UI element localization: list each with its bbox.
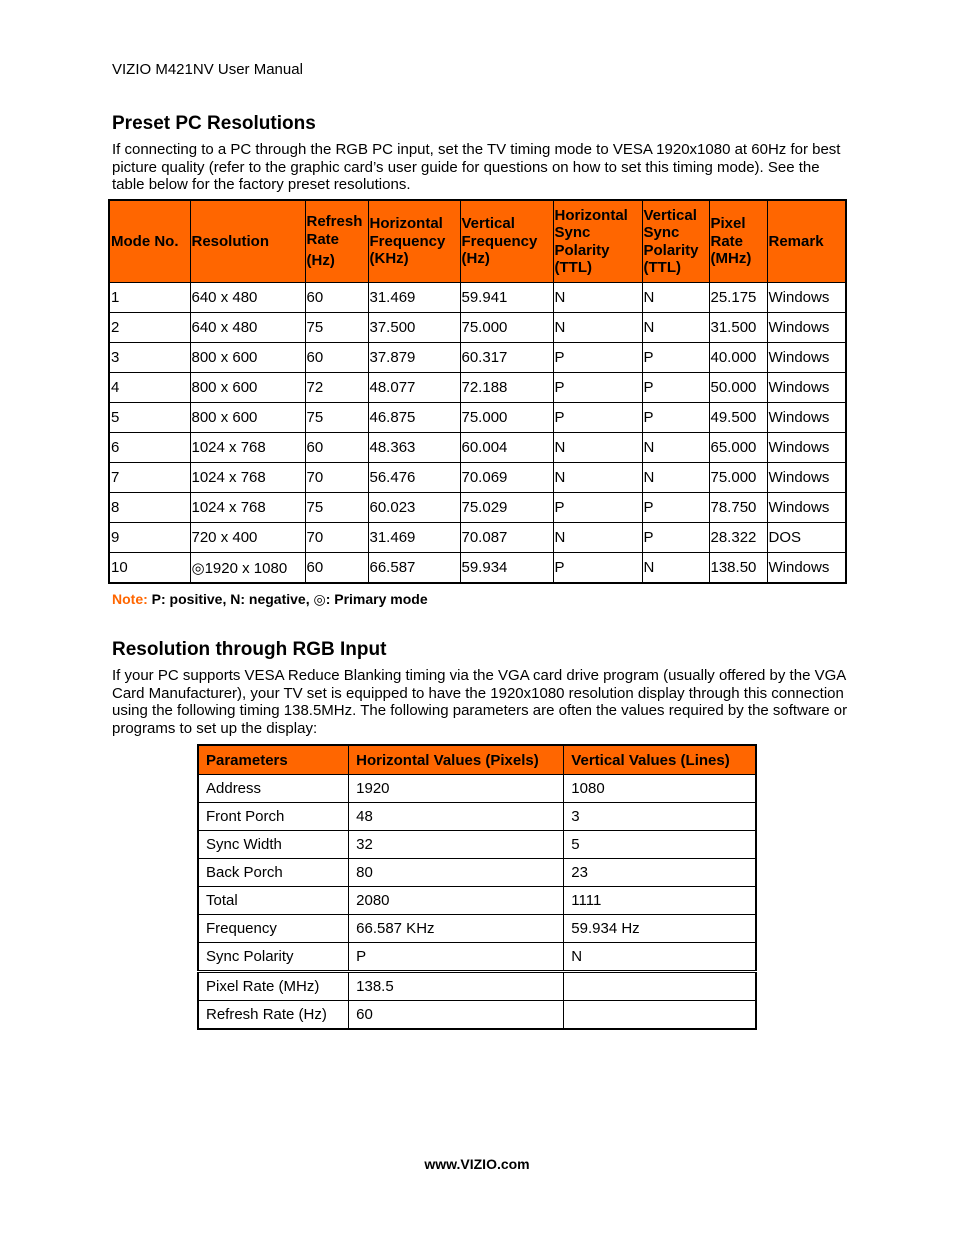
table-cell: P (642, 523, 709, 553)
rgb-table-header-row (198, 745, 756, 775)
rgb-heading: Resolution through RGB Input (112, 639, 387, 660)
document-header: VIZIO M421NV User Manual (112, 61, 303, 78)
table-cell: 1111 (564, 887, 756, 915)
table-cell: 60 (305, 433, 368, 463)
table-cell: 40.000 (709, 343, 767, 373)
table-cell: P (553, 493, 642, 523)
table-cell: 37.500 (368, 313, 460, 343)
table-cell (564, 972, 756, 1001)
table-cell: Total (198, 887, 349, 915)
note-text: P: positive, N: negative, ◎: Primary mode (151, 591, 428, 607)
table-cell: N (553, 283, 642, 313)
table-cell (564, 1001, 756, 1030)
table-cell: 800 x 600 (190, 373, 305, 403)
table-cell: 3 (109, 343, 190, 373)
table-cell: 48.077 (368, 373, 460, 403)
table-cell: 5 (109, 403, 190, 433)
table-cell: 46.875 (368, 403, 460, 433)
header-line: (Hz) (461, 250, 490, 268)
table-row (109, 343, 846, 373)
table-cell: 70 (305, 463, 368, 493)
table-cell: Windows (767, 493, 846, 523)
table-cell: 75 (305, 313, 368, 343)
table-cell: 48 (349, 803, 564, 831)
table-row (198, 1001, 756, 1030)
table-cell: Sync Polarity (198, 943, 349, 972)
table-cell: N (642, 313, 709, 343)
table-cell: P (553, 403, 642, 433)
preset-column-header (460, 200, 553, 283)
table-cell: 66.587 KHz (349, 915, 564, 943)
table-cell: 138.5 (349, 972, 564, 1001)
table-cell: N (642, 283, 709, 313)
table-cell: 66.587 (368, 553, 460, 584)
table-cell: Back Porch (198, 859, 349, 887)
table-cell: N (642, 433, 709, 463)
table-cell: 1024 x 768 (190, 493, 305, 523)
preset-column-header (368, 200, 460, 283)
preset-column-header (553, 200, 642, 283)
table-cell: 1 (109, 283, 190, 313)
table-cell: Windows (767, 553, 846, 584)
header-line: Horizontal (554, 206, 628, 224)
table-cell: Address (198, 775, 349, 803)
table-cell: 9 (109, 523, 190, 553)
table-cell: 2 (109, 313, 190, 343)
table-cell: 5 (564, 831, 756, 859)
rgb-table-body (198, 775, 756, 1030)
table-cell: 75 (305, 403, 368, 433)
header-line: (Hz) (306, 252, 335, 270)
table-cell: Windows (767, 433, 846, 463)
table-cell: N (642, 463, 709, 493)
header-line: Mode No. (111, 232, 179, 250)
table-cell: 4 (109, 373, 190, 403)
header-line: Sync (554, 224, 591, 241)
header-line: Pixel (710, 215, 746, 233)
table-cell: 60.004 (460, 433, 553, 463)
table-cell: 25.175 (709, 283, 767, 313)
table-cell: 49.500 (709, 403, 767, 433)
table-cell: 50.000 (709, 373, 767, 403)
preset-resolutions-table (108, 199, 847, 584)
table-cell: 80 (349, 859, 564, 887)
table-cell: 7 (109, 463, 190, 493)
table-cell: 32 (349, 831, 564, 859)
table-row (109, 463, 846, 493)
header-line: Frequency (369, 232, 446, 250)
table-cell: Windows (767, 403, 846, 433)
table-cell: Frequency (198, 915, 349, 943)
table-row (198, 972, 756, 1001)
table-cell: 75.000 (460, 313, 553, 343)
table-cell: 1024 x 768 (190, 433, 305, 463)
table-cell: 60.023 (368, 493, 460, 523)
table-cell: 75 (305, 493, 368, 523)
preset-column-header (190, 200, 305, 283)
table-row (109, 493, 846, 523)
rgb-column-header: Horizontal Values (Pixels) (349, 745, 564, 775)
preset-table-body (109, 283, 846, 584)
table-cell: 72 (305, 373, 368, 403)
table-row (109, 433, 846, 463)
table-cell: 640 x 480 (190, 313, 305, 343)
table-cell: 65.000 (709, 433, 767, 463)
table-cell: 59.934 Hz (564, 915, 756, 943)
table-row (198, 915, 756, 943)
table-cell: 31.469 (368, 283, 460, 313)
table-cell: Windows (767, 373, 846, 403)
table-cell: 23 (564, 859, 756, 887)
preset-column-header (109, 200, 190, 283)
header-line: (TTL) (554, 259, 592, 276)
table-cell: N (553, 523, 642, 553)
table-cell: 70 (305, 523, 368, 553)
table-cell: Pixel Rate (MHz) (198, 972, 349, 1001)
preset-column-header (642, 200, 709, 283)
note-line (112, 591, 428, 608)
table-row (198, 803, 756, 831)
header-line: Polarity (554, 241, 610, 259)
table-cell: 1080 (564, 775, 756, 803)
table-cell: ◎1920 x 1080 (190, 553, 305, 584)
table-cell: P (349, 943, 564, 972)
table-cell: 640 x 480 (190, 283, 305, 313)
table-cell: 6 (109, 433, 190, 463)
table-cell: 1024 x 768 (190, 463, 305, 493)
preset-column-header (767, 200, 846, 283)
header-line: (MHz) (710, 250, 752, 268)
table-cell: Windows (767, 283, 846, 313)
header-line: Rate (306, 230, 340, 248)
table-cell: Front Porch (198, 803, 349, 831)
table-cell: N (553, 463, 642, 493)
table-cell: DOS (767, 523, 846, 553)
preset-heading: Preset PC Resolutions (112, 113, 316, 134)
table-cell: P (553, 373, 642, 403)
table-cell: 2080 (349, 887, 564, 915)
header-line: Sync (643, 224, 680, 241)
header-line: (KHz) (369, 250, 409, 268)
rgb-parameters-table (197, 744, 757, 1030)
table-cell: 800 x 600 (190, 403, 305, 433)
table-row (198, 859, 756, 887)
header-line: Polarity (643, 241, 699, 259)
rgb-column-header: Vertical Values (Lines) (564, 745, 756, 775)
table-cell: 1920 (349, 775, 564, 803)
preset-table-header-row (109, 200, 846, 283)
table-cell: N (564, 943, 756, 972)
preset-column-header (305, 200, 368, 283)
table-cell: Sync Width (198, 831, 349, 859)
table-cell: Refresh Rate (Hz) (198, 1001, 349, 1030)
preset-paragraph: If connecting to a PC through the RGB PC input, set the TV timing mode to VESA 1920x1080 at 60Hz for best picture quality (refer to the graphic card’s user guide for questions on how to set this timing mode). See the table below for the factory preset resolutions. (112, 141, 841, 193)
table-cell: 75.029 (460, 493, 553, 523)
table-cell: 70.069 (460, 463, 553, 493)
table-cell: 72.188 (460, 373, 553, 403)
table-cell: P (642, 343, 709, 373)
rgb-paragraph: If your PC supports VESA Reduce Blanking timing via the VGA card drive program (usually offered by the VGA Card Manufacturer), your TV set is equipped to have the 1920x1080 resolution display through this connection using the following timing 138.5MHz. The following parameters are often the values required by the software or programs to set up the display: (112, 667, 848, 737)
table-cell: 720 x 400 (190, 523, 305, 553)
table-cell: 31.500 (709, 313, 767, 343)
header-line: Vertical (643, 206, 697, 224)
table-row (109, 403, 846, 433)
table-cell: 3 (564, 803, 756, 831)
table-cell: 56.476 (368, 463, 460, 493)
table-cell: 59.934 (460, 553, 553, 584)
table-cell: P (642, 403, 709, 433)
note-label: Note: (112, 591, 148, 607)
table-cell: 70.087 (460, 523, 553, 553)
table-cell: N (553, 313, 642, 343)
table-cell: P (642, 373, 709, 403)
table-cell: 28.322 (709, 523, 767, 553)
table-cell: P (553, 553, 642, 584)
table-row (198, 775, 756, 803)
table-cell: 37.879 (368, 343, 460, 373)
table-row (198, 943, 756, 972)
table-cell: 10 (109, 553, 190, 584)
table-cell: 78.750 (709, 493, 767, 523)
table-row (198, 887, 756, 915)
header-line: Remark (768, 232, 824, 250)
table-cell: 48.363 (368, 433, 460, 463)
table-cell: 75.000 (460, 403, 553, 433)
table-row (109, 283, 846, 313)
table-cell: 800 x 600 (190, 343, 305, 373)
rgb-column-header: Parameters (198, 745, 349, 775)
header-line: Horizontal (369, 215, 443, 233)
table-cell: 31.469 (368, 523, 460, 553)
table-cell: 60 (305, 343, 368, 373)
table-cell: N (642, 553, 709, 584)
table-cell: 8 (109, 493, 190, 523)
header-line: (TTL) (643, 259, 681, 276)
header-line: Resolution (191, 232, 269, 250)
header-line: Refresh (306, 213, 363, 231)
table-cell: Windows (767, 313, 846, 343)
table-cell: 60 (305, 283, 368, 313)
table-row (109, 523, 846, 553)
table-cell: Windows (767, 463, 846, 493)
header-line: Vertical (461, 215, 515, 233)
header-line: Frequency (461, 232, 538, 250)
table-cell: 138.50 (709, 553, 767, 584)
table-cell: P (642, 493, 709, 523)
table-cell: 60 (305, 553, 368, 584)
table-cell: P (553, 343, 642, 373)
table-cell: 60 (349, 1001, 564, 1030)
preset-column-header (709, 200, 767, 283)
table-row (109, 313, 846, 343)
table-row (109, 553, 846, 584)
table-cell: 60.317 (460, 343, 553, 373)
table-cell: 75.000 (709, 463, 767, 493)
header-line: Rate (710, 232, 744, 250)
table-cell: 59.941 (460, 283, 553, 313)
footer-url: www.VIZIO.com (424, 1156, 530, 1172)
table-cell: N (553, 433, 642, 463)
table-cell: Windows (767, 343, 846, 373)
table-row (198, 831, 756, 859)
table-row (109, 373, 846, 403)
